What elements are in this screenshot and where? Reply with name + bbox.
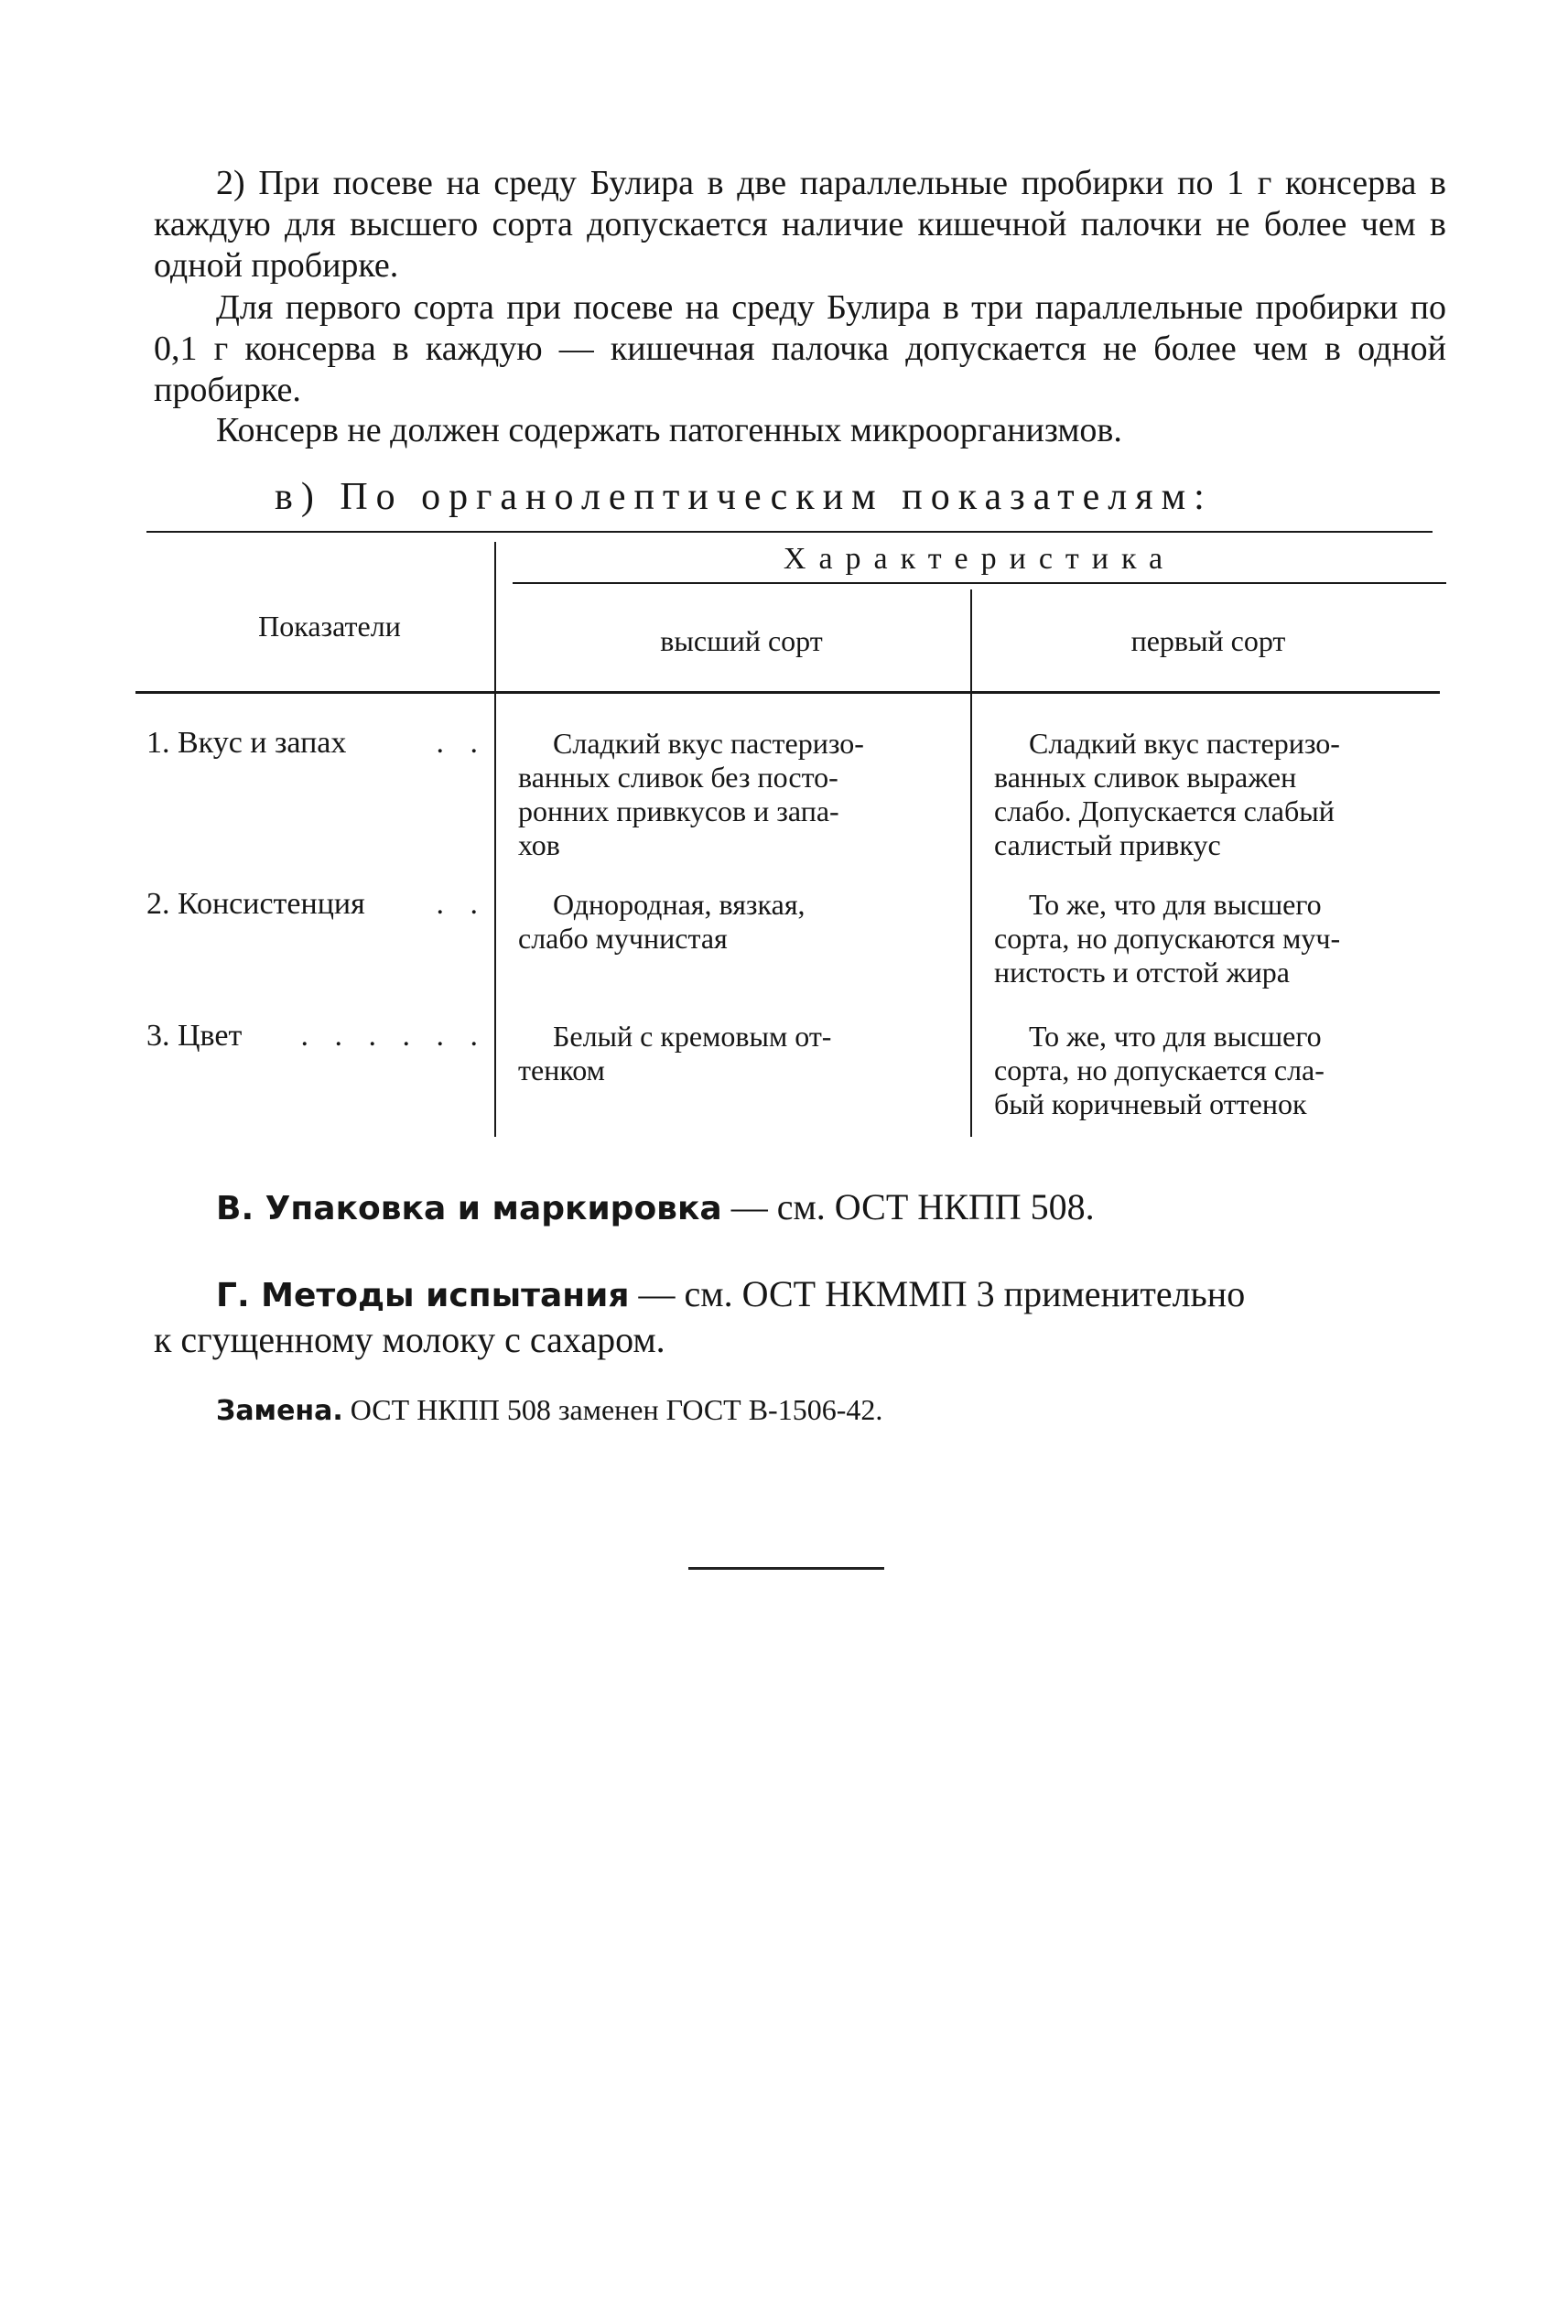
table-header-characteristic: Характеристика <box>783 542 1176 576</box>
row-first-grade-consistency: То же, что для высшего сорта, но допускаются муч- нистость и отстой жира <box>994 888 1341 989</box>
section-packaging-marking: В. Упаковка и маркировка — см. ОСТ НКПП 508. <box>216 1186 1095 1227</box>
row-first-grade-taste-smell: Сладкий вкус пастеризо- ванных сливок выражен слабо. Допускается слабый салистый привкус <box>994 727 1340 861</box>
row-top-grade-consistency: Однородная, вязкая, слабо мучнистая <box>518 888 806 955</box>
table-header-top-grade: высший сорт <box>660 624 823 657</box>
row-top-grade-color: Белый с кремовым от- тенком <box>518 1020 832 1086</box>
paragraph-pathogens: Консерв не должен содержать патогенных микроорганизмов. <box>216 411 1122 449</box>
row-name-consistency: 2. Консистенция . . <box>146 887 487 921</box>
row-name-color: 3. Цвет . . . . . . <box>146 1019 487 1053</box>
row-top-grade-taste-smell: Сладкий вкус пастеризо- ванных сливок без посто- ронних привкусов и запа- хов <box>518 727 864 861</box>
column-divider-middle <box>970 589 972 1137</box>
section-test-methods: Г. Методы испытания — см. ОСТ НКММП 3 применительно к сгущенному молоку с сахаром. <box>154 1273 1246 1360</box>
paragraph-bulir-first-grade: Для первого сорта при посеве на среду Булира в три параллельные пробирки по 0,1 г консерва в каждую — кишечная палочка допускается не более чем в одной пробирке. <box>154 288 1446 409</box>
row-name-taste-smell: 1. Вкус и запах . . <box>146 726 487 760</box>
group-header-rule <box>513 582 1446 584</box>
table-header-first-grade: первый сорт <box>1130 624 1286 657</box>
row-first-grade-color: То же, что для высшего сорта, но допускается сла- бый коричневый оттенок <box>994 1020 1325 1120</box>
column-divider-left <box>494 542 496 1137</box>
paragraph-bulir-top-grade: 2) При посеве на среду Булира в две параллельные пробирки по 1 г консерва в каждую для высшего сорта допускается наличие кишечной палочки не более чем в одной пробирке. <box>154 164 1446 285</box>
end-rule <box>688 1567 884 1570</box>
replacement-note: Замена. ОСТ НКПП 508 заменен ГОСТ В-1506-42. <box>216 1393 883 1427</box>
header-bottom-rule <box>135 691 1440 694</box>
table-top-rule <box>146 531 1433 533</box>
table-header-indicators: Показатели <box>258 610 401 643</box>
section-title-organoleptic: в) По органолептическим показателям: <box>275 476 1213 518</box>
